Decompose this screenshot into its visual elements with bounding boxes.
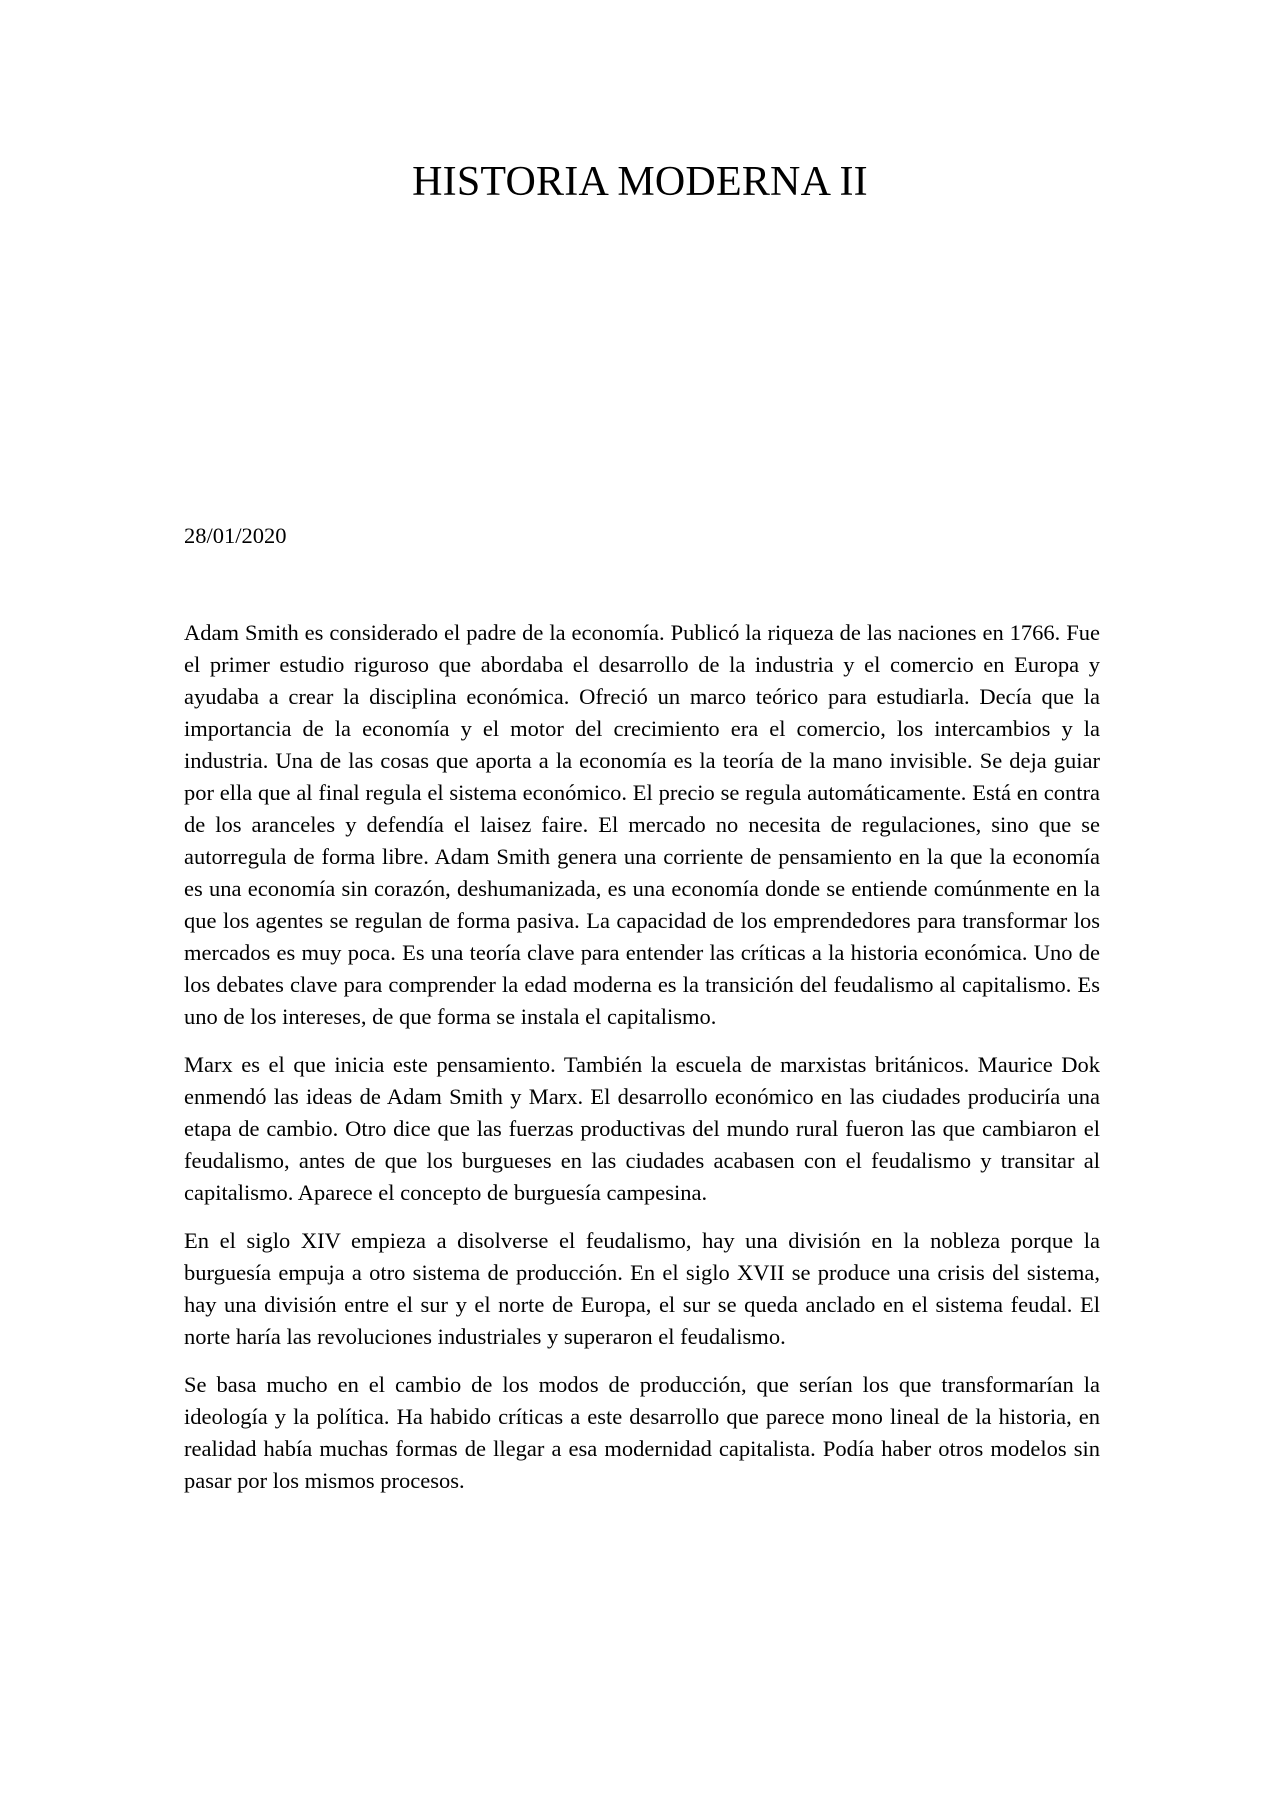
paragraph-marx: Marx es el que inicia este pensamiento. También la escuela de marxistas británicos. Maurice Dok enmendó las ideas de Adam Smith y Marx. El desarrollo económico en las ciudades produciría una etapa de cambio. Otro dice que las fuerzas productivas del mundo rural fueron las que cambiaron el feudalismo, antes de que los burgueses en las ciudades acabasen con el feudalismo y transitar al capitalismo. Aparece el concepto de burguesía campesina. [184, 1052, 1100, 1205]
paragraph-modos-produccion: Se basa mucho en el cambio de los modos de producción, que serían los que transformarían la ideología y la política. Ha habido críticas a este desarrollo que parece mono lineal de la historia, en realidad había muchas formas de llegar a esa modernidad capitalista. Podía haber otros modelos sin pasar por los mismos procesos. [184, 1372, 1100, 1493]
paragraph-adam-smith: Adam Smith es considerado el padre de la economía. Publicó la riqueza de las naciones en 1766. Fue el primer estudio riguroso que abordaba el desarrollo de la industria y el comercio en Europa y ayudaba a crear la disciplina económica. Ofreció un marco teórico para estudiarla. Decía que la importancia de la economía y el motor del crecimiento era el comercio, los intercambios y la industria. Una de las cosas que aporta a la economía es la teoría de la mano invisible. Se deja guiar por ella que al final regula el sistema económico. El precio se regula automáticamente. Está en contra de los aranceles y defendía el laisez faire. El mercado no necesita de regulaciones, sino que se autorregula de forma libre. Adam Smith genera una corriente de pensamiento en la que la economía es una economía sin corazón, deshumanizada, es una economía donde se entiende comúnmente en la que los agentes se regulan de forma pasiva. La capacidad de los emprendedores para transformar los mercados es muy poca. Es una teoría clave para entender las críticas a la historia económica. Uno de los debates clave para comprender la edad moderna es la transición del feudalismo al capitalismo. Es uno de los intereses, de que forma se instala el capitalismo. [184, 620, 1100, 1029]
document-date: 28/01/2020 [184, 523, 287, 548]
document-title: HISTORIA MODERNA II [412, 159, 868, 205]
document-body [184, 617, 1100, 1513]
paragraph-siglo-xiv: En el siglo XIV empieza a disolverse el feudalismo, hay una división en la nobleza porque la burguesía empuja a otro sistema de producción. En el siglo XVII se produce una crisis del sistema, hay una división entre el sur y el norte de Europa, el sur se queda anclado en el sistema feudal. El norte haría las revoluciones industriales y superaron el feudalismo. [184, 1228, 1100, 1349]
